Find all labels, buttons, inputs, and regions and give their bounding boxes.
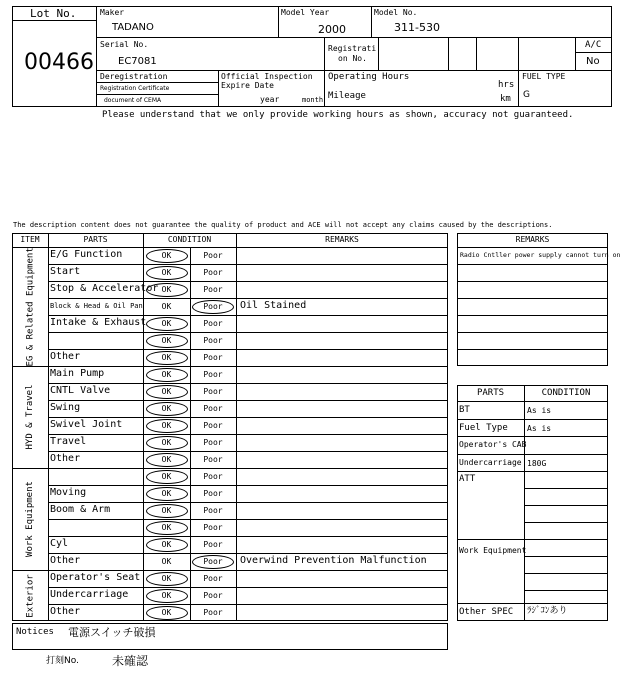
ok-option: OK xyxy=(161,285,172,294)
mileage-label: Mileage xyxy=(328,91,366,101)
inspection-label: Official Inspection xyxy=(221,72,313,81)
table-row xyxy=(48,468,448,485)
year-label: year xyxy=(260,95,280,104)
lot-no-label: Lot No. xyxy=(30,7,77,20)
poor-option: Poor xyxy=(203,336,223,345)
notices-text: 電源スイッチ破損 xyxy=(68,626,156,639)
ok-selected-mark xyxy=(146,419,188,433)
ok-option: OK xyxy=(161,557,172,566)
stamp-label: 打刻No. xyxy=(46,656,79,666)
part-name: Moving xyxy=(50,487,87,498)
ok-selected-mark xyxy=(146,283,188,297)
ok-selected-mark xyxy=(146,470,188,484)
col-item-header: ITEM xyxy=(20,235,40,244)
poor-option: Poor xyxy=(203,472,223,481)
serial-value: EC7081 xyxy=(118,56,157,67)
part-name: Other xyxy=(50,555,81,566)
ok-option: OK xyxy=(161,574,172,583)
part-name: Swing xyxy=(50,402,81,413)
model-no-value: 311-530 xyxy=(394,21,440,34)
part-name: Operator's Seat xyxy=(50,572,141,583)
right-part-name: Undercarriage xyxy=(459,457,522,467)
ok-selected-mark xyxy=(146,317,188,331)
ok-selected-mark xyxy=(146,249,188,263)
poor-option: Poor xyxy=(203,574,223,583)
ok-selected-mark xyxy=(146,385,188,399)
poor-option: Poor xyxy=(203,404,223,413)
ok-selected-mark xyxy=(146,521,188,535)
poor-option: Poor xyxy=(203,319,223,328)
poor-option: Poor xyxy=(203,506,223,515)
inspection-label-2: Expire Date xyxy=(221,81,274,90)
registration-label: Registrati xyxy=(328,44,377,53)
ok-option: OK xyxy=(161,370,172,379)
part-name: Undercarriage xyxy=(50,589,129,600)
ok-selected-mark xyxy=(146,538,188,552)
hours-notice: Please understand that we only provide working hours as shown, accuracy not guaranteed. xyxy=(102,110,574,120)
ok-option: OK xyxy=(161,489,172,498)
poor-option: Poor xyxy=(203,523,223,532)
table-row xyxy=(48,604,448,621)
other-spec-label: Other SPEC xyxy=(459,607,514,617)
table-row xyxy=(48,264,448,281)
right-part-condition: As is xyxy=(527,406,552,415)
part-name: Cyl xyxy=(50,538,69,549)
group-label: Work Equipment xyxy=(25,481,35,557)
work-equipment-label: Work Equipment xyxy=(459,546,527,555)
ok-option: OK xyxy=(161,591,172,600)
part-name: Travel xyxy=(50,436,87,447)
model-year-label: Model Year xyxy=(281,8,330,17)
right-part-condition: As is xyxy=(527,423,552,433)
poor-option: Poor xyxy=(203,268,223,277)
ok-option: OK xyxy=(161,336,172,345)
ac-value: No xyxy=(586,56,600,67)
att-label: ATT xyxy=(459,474,476,484)
ok-selected-mark xyxy=(146,453,188,467)
right-part-name: Operator's CAB xyxy=(459,440,527,449)
poor-option: Poor xyxy=(203,302,223,311)
remark-text: Oil Stained xyxy=(240,300,307,311)
ok-selected-mark xyxy=(146,334,188,348)
part-name: Intake & Exhaust xyxy=(50,317,147,328)
poor-option: Poor xyxy=(203,387,223,396)
part-name: Main Pump xyxy=(50,368,105,379)
ok-option: OK xyxy=(161,608,172,617)
deregistration-label: Deregistration xyxy=(100,72,168,81)
operating-hours-label: Operating Hours xyxy=(328,72,410,82)
table-row xyxy=(48,519,448,536)
part-name: Other xyxy=(50,606,81,617)
ok-option: OK xyxy=(161,455,172,464)
registration-label-2: on No. xyxy=(338,54,367,63)
registration-certificate-label: Registration Certificate xyxy=(100,85,170,92)
serial-label: Serial No. xyxy=(100,40,149,49)
ok-selected-mark xyxy=(146,368,188,382)
ac-label: A/C xyxy=(585,40,602,50)
ok-option: OK xyxy=(161,438,172,447)
ok-option: OK xyxy=(161,319,172,328)
poor-option: Poor xyxy=(203,591,223,600)
km-label: km xyxy=(500,94,511,104)
right-part-condition: 180G xyxy=(527,458,547,468)
ok-selected-mark xyxy=(146,504,188,518)
remark-text: Overwind Prevention Malfunction xyxy=(240,555,427,566)
part-name: Other xyxy=(50,351,81,362)
ok-option: OK xyxy=(161,353,172,362)
right-condition-header: CONDITION xyxy=(541,388,591,398)
poor-selected-mark xyxy=(192,555,234,569)
fuel-type-value: G xyxy=(523,90,530,100)
table-row xyxy=(48,400,448,417)
ok-option: OK xyxy=(161,523,172,532)
ok-option: OK xyxy=(161,302,172,311)
part-name: E/G Function xyxy=(50,249,123,260)
poor-option: Poor xyxy=(203,421,223,430)
ok-selected-mark xyxy=(146,487,188,501)
poor-option: Poor xyxy=(203,353,223,362)
ok-selected-mark xyxy=(146,351,188,365)
disclaimer: The description content does not guarantee the quality of product and ACE will not accept any claims caused by the descriptions. xyxy=(13,221,553,229)
poor-option: Poor xyxy=(203,608,223,617)
ok-option: OK xyxy=(161,472,172,481)
table-row xyxy=(48,366,448,383)
poor-option: Poor xyxy=(203,455,223,464)
part-name: Stop & Accelerator xyxy=(50,283,159,294)
right-remark-row: Radio Cntller power supply cannot turn on xyxy=(460,251,621,259)
table-row xyxy=(48,349,448,366)
part-name: Block & Head & Oil Pan xyxy=(50,302,143,310)
ok-option: OK xyxy=(161,404,172,413)
group-label: EG & Related Equipment xyxy=(25,246,35,366)
col-parts-header: PARTS xyxy=(83,235,108,244)
table-row xyxy=(48,536,448,553)
group-label: HYD & Travel xyxy=(25,384,35,450)
ok-option: OK xyxy=(161,251,172,260)
month-label: month xyxy=(302,96,324,104)
notices-label: Notices xyxy=(16,627,54,637)
model-no-label: Model No. xyxy=(374,8,418,17)
ok-option: OK xyxy=(161,421,172,430)
right-part-name: Fuel Type xyxy=(459,422,508,433)
lot-number: 00466 xyxy=(24,50,94,75)
right-part-name: BT xyxy=(459,405,470,415)
part-name: Start xyxy=(50,266,81,277)
ok-option: OK xyxy=(161,268,172,277)
table-row xyxy=(48,451,448,468)
maker-label: Maker xyxy=(100,8,125,17)
ok-selected-mark xyxy=(146,266,188,280)
right-remarks-header: REMARKS xyxy=(515,235,550,244)
ok-option: OK xyxy=(161,540,172,549)
other-spec-value: ﾗｼﾞｺﾝあり xyxy=(527,606,568,616)
poor-option: Poor xyxy=(203,489,223,498)
hrs-label: hrs xyxy=(498,80,515,90)
right-parts-header: PARTS xyxy=(476,388,505,398)
ok-option: OK xyxy=(161,387,172,396)
part-name: CNTL Valve xyxy=(50,385,111,396)
table-row xyxy=(48,332,448,349)
poor-selected-mark xyxy=(192,300,234,314)
ok-selected-mark xyxy=(146,572,188,586)
ok-selected-mark xyxy=(146,402,188,416)
part-name: Other xyxy=(50,453,81,464)
maker-value: TADANO xyxy=(112,22,154,33)
cema-label: document of CEMA xyxy=(104,97,162,104)
ok-selected-mark xyxy=(146,606,188,620)
col-condition-header: CONDITION xyxy=(167,235,212,244)
ok-selected-mark xyxy=(146,436,188,450)
model-year-value: 2000 xyxy=(318,23,346,36)
table-row xyxy=(48,434,448,451)
col-remarks-header: REMARKS xyxy=(325,235,359,244)
poor-option: Poor xyxy=(203,370,223,379)
poor-option: Poor xyxy=(203,285,223,294)
ok-option: OK xyxy=(161,506,172,515)
group-label: Exterior xyxy=(25,573,35,618)
ok-selected-mark xyxy=(146,589,188,603)
part-name: Swivel Joint xyxy=(50,419,123,430)
poor-option: Poor xyxy=(203,540,223,549)
part-name: Boom & Arm xyxy=(50,504,111,515)
poor-option: Poor xyxy=(203,251,223,260)
stamp-value: 未確認 xyxy=(112,654,149,668)
poor-option: Poor xyxy=(203,557,223,566)
fuel-type-label: FUEL TYPE xyxy=(522,72,566,81)
poor-option: Poor xyxy=(203,438,223,447)
table-row xyxy=(48,485,448,502)
